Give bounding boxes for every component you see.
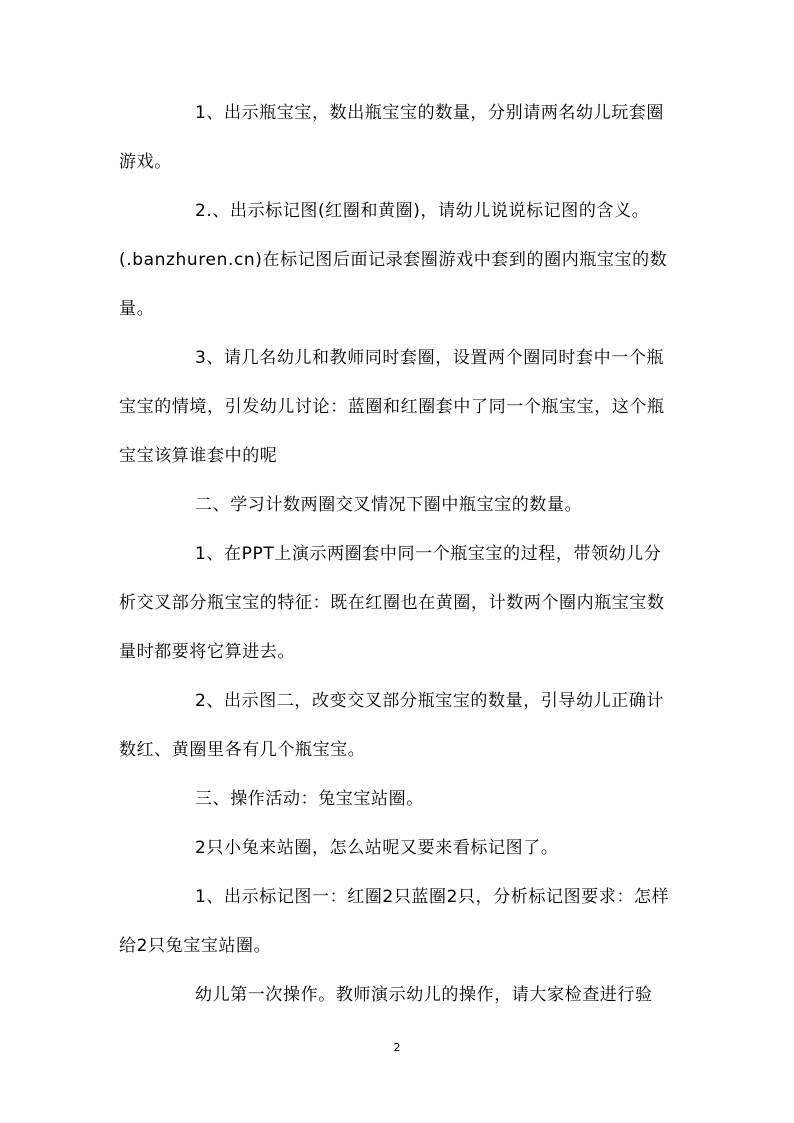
paragraph: (.banzhuren.cn)在标记图后面记录套圈游戏中套到的圈内瓶宝宝的数量。 — [119, 250, 668, 319]
paragraph: 3、请几名幼儿和教师同时套圈，设置两个圈同时套中一个瓶宝宝的情境，引发幼儿讨论：蓝圈和红圈套中了同一个瓶宝宝，这个瓶宝宝该算谁套中的呢 — [119, 348, 665, 466]
paragraph: 2.、出示标记图(红圈和黄圈)，请幼儿说说标记图的含义。 — [195, 201, 650, 221]
paragraph: 1、在PPT上演示两圈套中同一个瓶宝宝的过程，带领幼儿分析交叉部分瓶宝宝的特征：既在红圈也在黄圈，计数两个圈内瓶宝宝数量时都要将它算进去。 — [119, 544, 665, 662]
paragraph: 1、出示瓶宝宝，数出瓶宝宝的数量，分别请两名幼儿玩套圈游戏。 — [119, 103, 665, 172]
paragraph: 幼儿第一次操作。教师演示幼儿的操作，请大家检查进行验 — [195, 985, 653, 1005]
section-heading: 三、操作活动：兔宝宝站圈。 — [195, 789, 424, 809]
body-text — [119, 89, 679, 1020]
page-number: 2 — [393, 1041, 401, 1054]
paragraph: 2只小兔来站圈，怎么站呢又要来看标记图了。 — [195, 838, 559, 858]
paragraph: 1、出示标记图一：红圈2只蓝圈2只，分析标记图要求：怎样给2只兔宝宝站圈。 — [119, 887, 670, 956]
paragraph: 2、出示图二，改变交叉部分瓶宝宝的数量，引导幼儿正确计数红、黄圈里各有几个瓶宝宝。 — [119, 691, 665, 760]
section-heading: 二、学习计数两圈交叉情况下圈中瓶宝宝的数量。 — [195, 495, 583, 515]
